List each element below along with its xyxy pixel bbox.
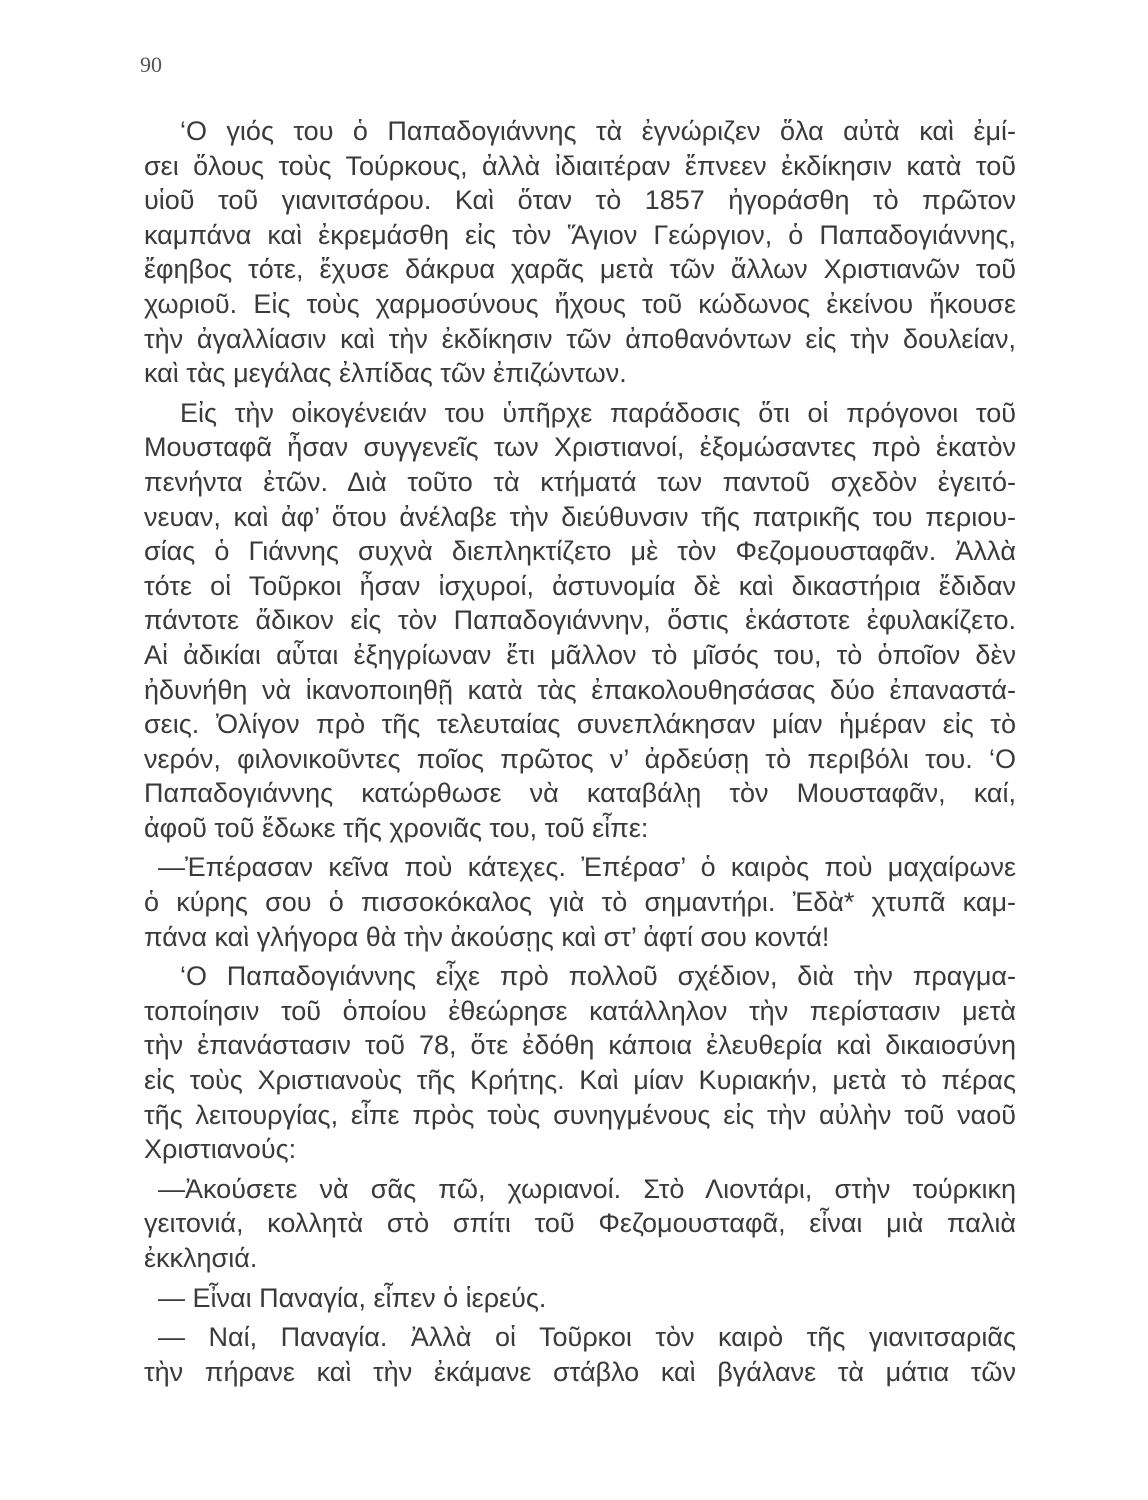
text-line: ‘Ο γιός του ὁ Παπαδογιάννης τὰ ἐγνώριζεν ὅλα αὐτὰ καὶ ἐμί- bbox=[180, 116, 1016, 146]
text-line: σίας ὁ Γιάννης συχνὰ διεπληκτίζετο μὲ τὸν Φεζομουσταφᾶν. Ἀλλὰ bbox=[144, 536, 1016, 567]
dialogue-paragraph bbox=[144, 1172, 1016, 1276]
dialogue-paragraph bbox=[144, 1281, 1016, 1316]
text-line: ‘Ο Παπαδογιάννης εἶχε πρὸ πολλοῦ σχέδιον, διὰ τὴν πραγμα- bbox=[180, 961, 1016, 992]
text-line: —Ἀκούσετε νὰ σᾶς πῶ, χωριανοί. Στὸ Λιοντάρι, στὴν τούρκικη bbox=[158, 1173, 1016, 1204]
body-text bbox=[144, 114, 1016, 1394]
text-line: νερόν, φιλονικοῦντες ποῖος πρῶτος ν’ ἀρδεύσῃ τὸ περιβόλι του. ‘Ο bbox=[144, 743, 1016, 774]
text-line: τῆς λειτουργίας, εἶπε πρὸς τοὺς συνηγμένους εἰς τὴν αὐλὴν τοῦ ναοῦ bbox=[144, 1099, 1016, 1130]
paragraph bbox=[144, 959, 1016, 1167]
text-line: σει ὅλους τοὺς Τούρκους, ἀλλὰ ἰδιαιτέραν ἔπνεεν ἐκδίκησιν κατὰ τοῦ bbox=[144, 150, 1016, 181]
text-line: Μουσταφᾶ ἦσαν συγγενεῖς των Χριστιανοί, ἐξομώσαντες πρὸ ἑκατὸν bbox=[144, 432, 1016, 463]
text-line: —Ἐπέρασαν κεῖνα ποὺ κάτεχες. Ἐπέρασ’ ὁ καιρὸς ποὺ μαχαίρωνε bbox=[158, 852, 1016, 883]
text-line: Αἱ ἀδικίαι αὗται ἐξηγρίωναν ἔτι μᾶλλον τὸ μῖσός του, τὸ ὁποῖον δὲν bbox=[144, 639, 1016, 670]
text-line: Εἰς τὴν οἰκογένειάν του ὑπῆρχε παράδοσις ὅτι οἱ πρόγονοι τοῦ bbox=[180, 397, 1016, 428]
dialogue-paragraph bbox=[144, 1320, 1016, 1389]
text-line: ἔφηβος τότε, ἔχυσε δάκρυα χαρᾶς μετὰ τῶν ἄλλων Χριστιανῶν τοῦ bbox=[144, 254, 1016, 285]
text-line: ἐκκλησιά. bbox=[144, 1243, 258, 1273]
text-line: πάνα καὶ γλήγορα θὰ τὴν ἀκούσῃς καὶ στ’ ἀφτί σου κοντά! bbox=[144, 921, 830, 952]
text-line: υἱοῦ τοῦ γιανιτσάρου. Καὶ ὅταν τὸ 1857 ἠγοράσθη τὸ πρῶτον bbox=[144, 185, 1016, 216]
text-line: τὴν ἀγαλλίασιν καὶ τὴν ἐκδίκησιν τῶν ἀποθανόντων εἰς τὴν δουλείαν, bbox=[144, 323, 1016, 354]
text-line: νευαν, καὶ ἀφ’ ὅτου ἀνέλαβε τὴν διεύθυνσιν τῆς πατρικῆς του περιου- bbox=[144, 501, 1016, 532]
text-line: τότε οἱ Τοῦρκοι ἦσαν ἰσχυροί, ἀστυνομία δὲ καὶ δικαστήρια ἔδιδαν bbox=[144, 570, 1016, 601]
text-line: τὴν πήρανε καὶ τὴν ἐκάμανε στάβλο καὶ βγάλανε τὰ μάτια τῶν bbox=[144, 1356, 1016, 1387]
text-line: καμπάνα καὶ ἐκρεμάσθη εἰς τὸν Ἅγιον Γεώργιον, ὁ Παπαδογιάννης, bbox=[144, 219, 1016, 250]
text-line: πάντοτε ἄδικον εἰς τὸν Παπαδογιάννην, ὅστις ἑκάστοτε ἐφυλακίζετο. bbox=[144, 605, 1016, 636]
text-line: ἀφοῦ τοῦ ἔδωκε τῆς χρονιᾶς του, τοῦ εἶπε: bbox=[144, 812, 649, 843]
text-line: Χριστιανούς: bbox=[144, 1134, 297, 1165]
dialogue-paragraph bbox=[144, 850, 1016, 954]
text-line: εἰς τοὺς Χριστιανοὺς τῆς Κρήτης. Καὶ μίαν Κυριακήν, μετὰ τὸ πέρας bbox=[144, 1065, 1016, 1096]
paragraph bbox=[144, 114, 1016, 391]
text-line: — Ναί, Παναγία. Ἀλλὰ οἱ Τοῦρκοι τὸν καιρὸ τῆς γιανιτσαριᾶς bbox=[158, 1322, 1016, 1353]
text-line: καὶ τὰς μεγάλας ἐλπίδας τῶν ἐπιζώντων. bbox=[144, 358, 627, 389]
text-line: γειτονιά, κολλητὰ στὸ σπίτι τοῦ Φεζομουσταφᾶ, εἶναι μιὰ παλιὰ bbox=[144, 1208, 1016, 1239]
text-line: σεις. Ὀλίγον πρὸ τῆς τελευταίας συνεπλάκησαν μίαν ἡμέραν εἰς τὸ bbox=[144, 709, 1016, 740]
text-line: χωριοῦ. Εἰς τοὺς χαρμοσύνους ἤχους τοῦ κώδωνος ἐκείνου ἤκουσε bbox=[144, 288, 1016, 319]
text-line: — Εἶναι Παναγία, εἶπεν ὁ ἱερεύς. bbox=[158, 1282, 547, 1313]
text-line: Παπαδογιάννης κατώρθωσε νὰ καταβάλῃ τὸν Μουσταφᾶν, καί, bbox=[144, 778, 1016, 809]
paragraph bbox=[144, 396, 1016, 846]
text-line: ἠδυνήθη νὰ ἱκανοποιηθῇ κατὰ τὰς ἐπακολουθησάσας δύο ἐπαναστά- bbox=[144, 674, 1016, 705]
text-line: πενήντα ἐτῶν. Διὰ τοῦτο τὰ κτήματά των παντοῦ σχεδὸν ἐγειτό- bbox=[144, 466, 1016, 497]
page-number: 90 bbox=[140, 52, 162, 77]
text-line: τὴν ἐπανάστασιν τοῦ 78, ὅτε ἐδόθη κάποια ἐλευθερία καὶ δικαιοσύνη bbox=[144, 1030, 1016, 1061]
text-line: ὁ κύρης σου ὁ πισσοκόκαλος γιὰ τὸ σημαντήρι. Ἐδὰ* χτυπᾶ καμ- bbox=[144, 887, 1016, 918]
text-line: τοποίησιν τοῦ ὁποίου ἐθεώρησε κατάλληλον τὴν περίστασιν μετὰ bbox=[144, 995, 1016, 1026]
